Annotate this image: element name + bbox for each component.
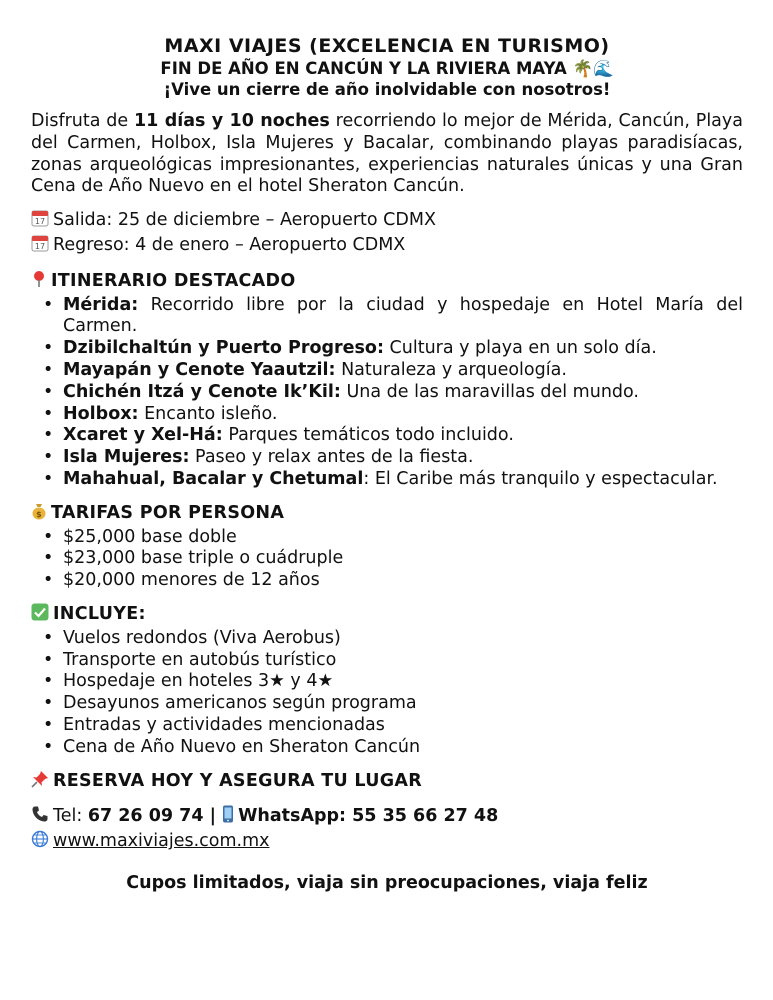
tel-label: Tel: xyxy=(53,806,88,827)
list-item: • Cena de Año Nuevo en Sheraton Cancún xyxy=(31,737,743,759)
list-item xyxy=(31,425,743,447)
item-place: Mérida: xyxy=(63,294,139,315)
phone-icon xyxy=(31,805,49,830)
svg-text:17: 17 xyxy=(34,241,46,251)
travel-dates xyxy=(31,209,743,259)
itinerary-title: ITINERARIO DESTACADO xyxy=(51,270,296,291)
subtitle-text: FIN DE AÑO EN CANCÚN Y LA RIVIERA MAYA xyxy=(160,59,567,78)
itinerary-list xyxy=(31,295,743,491)
cta-heading xyxy=(31,770,743,795)
list-item xyxy=(31,338,743,360)
rates-heading xyxy=(31,502,743,527)
return-text: Regreso: 4 de enero – Aeropuerto CDMX xyxy=(53,234,406,255)
list-item xyxy=(31,382,743,404)
item-place: Mayapán y Cenote Yaautzil: xyxy=(63,359,336,380)
website-link[interactable]: www.maxiviajes.com.mx xyxy=(53,831,270,852)
palm-wave-icon: 🌴🌊 xyxy=(572,59,614,78)
list-item: • $25,000 base doble xyxy=(31,527,743,549)
svg-text:17: 17 xyxy=(34,217,46,227)
list-item: • $23,000 base triple o cuádruple xyxy=(31,548,743,570)
whatsapp-number[interactable]: WhatsApp: 55 35 66 27 48 xyxy=(238,806,499,827)
mobile-phone-icon xyxy=(222,805,234,830)
item-desc: Una de las maravillas del mundo. xyxy=(340,381,639,402)
contact-separator: | xyxy=(203,806,223,827)
intro-paragraph xyxy=(31,111,743,198)
item-place: Chichén Itzá y Cenote Ik’Kil: xyxy=(63,381,341,402)
closing-line: Cupos limitados, viaja sin preocupaciones, viaja feliz xyxy=(126,872,648,893)
list-item xyxy=(31,404,743,426)
cta-text: RESERVA HOY Y ASEGURA TU LUGAR xyxy=(53,770,423,791)
calendar-icon xyxy=(31,209,49,234)
includes-list xyxy=(31,628,743,759)
list-item: • Desayunos americanos según programa xyxy=(31,693,743,715)
item-place: Isla Mujeres: xyxy=(63,447,190,468)
contact-block xyxy=(31,805,743,855)
list-item: • Vuelos redondos (Viva Aerobus) xyxy=(31,628,743,650)
calendar-icon xyxy=(31,234,49,259)
list-item xyxy=(31,447,743,469)
intro-before: Disfruta de xyxy=(31,111,134,131)
list-item xyxy=(31,295,743,339)
list-item xyxy=(31,360,743,382)
svg-text:$: $ xyxy=(36,509,42,519)
list-item xyxy=(31,469,743,491)
pushpin-icon xyxy=(31,770,49,795)
item-place: Holbox: xyxy=(63,403,139,424)
rates-list xyxy=(31,527,743,592)
item-desc: Naturaleza y arqueología. xyxy=(335,359,567,380)
item-desc: Paseo y relax antes de la fiesta. xyxy=(189,447,474,468)
check-icon xyxy=(31,603,49,628)
item-place: Mahahual, Bacalar y Chetumal xyxy=(63,468,364,489)
includes-title: INCLUYE: xyxy=(53,603,146,624)
header xyxy=(31,34,743,100)
includes-heading xyxy=(31,603,743,628)
website-line xyxy=(31,830,743,855)
intro-duration: 11 días y 10 noches xyxy=(134,111,330,131)
item-desc: Recorrido libre por la ciudad y hospedaje en Hotel María del Carmen. xyxy=(63,294,743,337)
globe-icon xyxy=(31,830,49,855)
item-desc: Parques temáticos todo incluido. xyxy=(222,425,514,446)
rates-title: TARIFAS POR PERSONA xyxy=(51,502,285,523)
tagline: ¡Vive un cierre de año inolvidable con nosotros! xyxy=(163,80,611,99)
list-item: • $20,000 menores de 12 años xyxy=(31,570,743,592)
list-item: • Entradas y actividades mencionadas xyxy=(31,715,743,737)
return-line xyxy=(31,234,743,259)
page-subtitle xyxy=(31,58,743,79)
item-desc: Encanto isleño. xyxy=(138,403,278,424)
item-desc: Cultura y playa en un solo día. xyxy=(383,338,657,359)
item-place: Dzibilchaltún y Puerto Progreso: xyxy=(63,338,384,359)
list-item: • Transporte en autobús turístico xyxy=(31,650,743,672)
item-desc: : El Caribe más tranquilo y espectacular. xyxy=(363,468,718,489)
pin-icon xyxy=(31,270,47,295)
money-bag-icon xyxy=(31,502,47,527)
list-item: • Hospedaje en hoteles 3★ y 4★ xyxy=(31,671,743,693)
intro-after: recorriendo lo mejor de Mérida, Cancún, Playa del Carmen, Holbox, Isla Mujeres y Bacalar, combinando playas paradisíacas, zonas arqueológicas impresionantes, experiencias naturales únicas y una Gran Cena de Año Nuevo en el hotel Sheraton Cancún. xyxy=(31,111,743,197)
phone-line xyxy=(31,805,743,830)
itinerary-heading xyxy=(31,270,743,295)
tel-number[interactable]: 67 26 09 74 xyxy=(87,806,204,827)
page-title: MAXI VIAJES (EXCELENCIA EN TURISMO) xyxy=(164,35,610,57)
departure-line xyxy=(31,209,743,234)
item-place: Xcaret y Xel-Há: xyxy=(63,425,223,446)
departure-text: Salida: 25 de diciembre – Aeropuerto CDMX xyxy=(53,210,436,231)
